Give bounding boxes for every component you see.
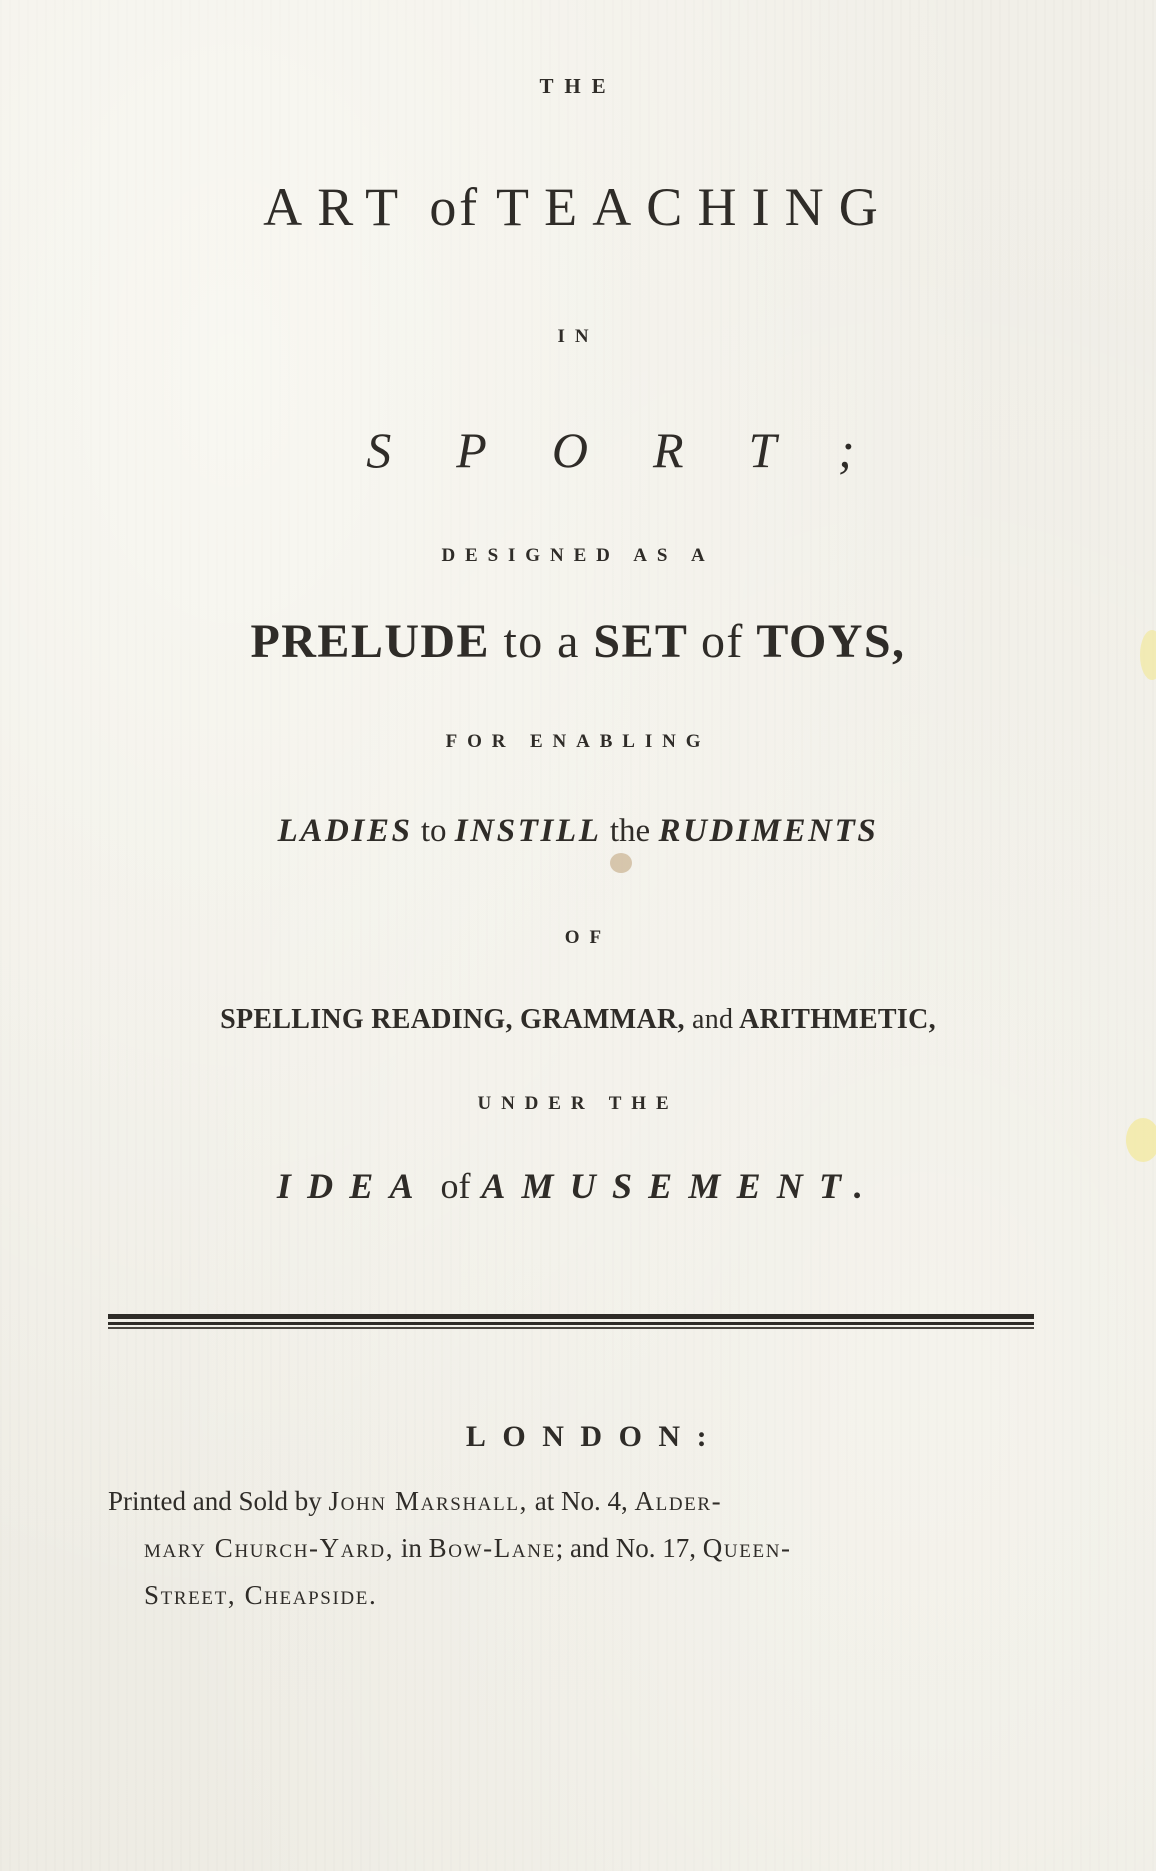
- idea-line: [0, 1168, 1156, 1204]
- in-line: IN: [557, 326, 599, 347]
- imprint-printer: John Marshall,: [328, 1486, 528, 1516]
- ladies-the: the: [609, 813, 651, 849]
- foxing-spot: [610, 853, 632, 873]
- title-sport: SPORT;: [366, 422, 920, 478]
- title-teaching: TEACHING: [495, 177, 893, 237]
- prelude-line: [0, 615, 1156, 668]
- title-art-of-teaching: [0, 177, 1156, 237]
- imprint-churchyard: mary Church-Yard,: [144, 1533, 395, 1563]
- imprint-cheapside: Street, Cheapside.: [144, 1580, 378, 1610]
- rule-bar-middle: [108, 1322, 1034, 1325]
- imprint-city: LONDON:: [465, 1420, 724, 1453]
- ladies-instill: INSTILL: [454, 813, 602, 849]
- imprint-line-2: [108, 1525, 1038, 1572]
- under-the: UNDER THE: [477, 1093, 679, 1114]
- imprint-queen: Queen-: [702, 1533, 792, 1563]
- yellow-stain-lower: [1126, 1118, 1156, 1162]
- title-art: ART: [263, 177, 414, 237]
- subjects-and: and: [692, 1004, 734, 1035]
- subjects-list: SPELLING READING, GRAMMAR,: [220, 1004, 685, 1035]
- imprint-text: [108, 1478, 1038, 1619]
- ladies-to: to: [420, 813, 447, 849]
- imprint-printed: Printed and Sold by: [108, 1486, 322, 1516]
- imprint-bowlane: Bow-Lane: [428, 1533, 556, 1563]
- prelude-toys: TOYS,: [756, 615, 906, 668]
- idea-amusement: AMUSEMENT.: [481, 1166, 880, 1206]
- title-of: of: [429, 177, 480, 237]
- imprint-line-3: [108, 1572, 1038, 1619]
- prelude-of: of: [700, 615, 744, 668]
- rule-bar-thick: [108, 1314, 1034, 1319]
- rule-bar-thin: [108, 1327, 1034, 1329]
- prelude-to-a: to a: [503, 615, 580, 668]
- prelude-set: SET: [593, 615, 688, 668]
- imprint-at: at No. 4,: [534, 1486, 628, 1516]
- imprint-line-1: [108, 1478, 1038, 1525]
- of-line: OF: [564, 927, 611, 948]
- for-enabling: FOR ENABLING: [445, 731, 711, 752]
- designed-as-a: DESIGNED AS A: [441, 545, 715, 566]
- the-heading: THE: [539, 74, 617, 98]
- imprint-alder: Alder-: [634, 1486, 723, 1516]
- subjects-arithmetic: ARITHMETIC,: [739, 1004, 936, 1035]
- idea-word: IDEA: [276, 1166, 430, 1206]
- idea-of: of: [440, 1166, 471, 1206]
- double-rule-divider: [108, 1314, 1034, 1330]
- ladies-word: LADIES: [277, 813, 413, 849]
- subjects-line: [0, 1006, 1156, 1034]
- ladies-rudiments: RUDIMENTS: [658, 813, 879, 849]
- ladies-line: [0, 815, 1156, 848]
- prelude-word: PRELUDE: [250, 615, 490, 668]
- imprint-and-no: ; and No. 17,: [555, 1533, 697, 1563]
- imprint-in: in: [400, 1533, 422, 1563]
